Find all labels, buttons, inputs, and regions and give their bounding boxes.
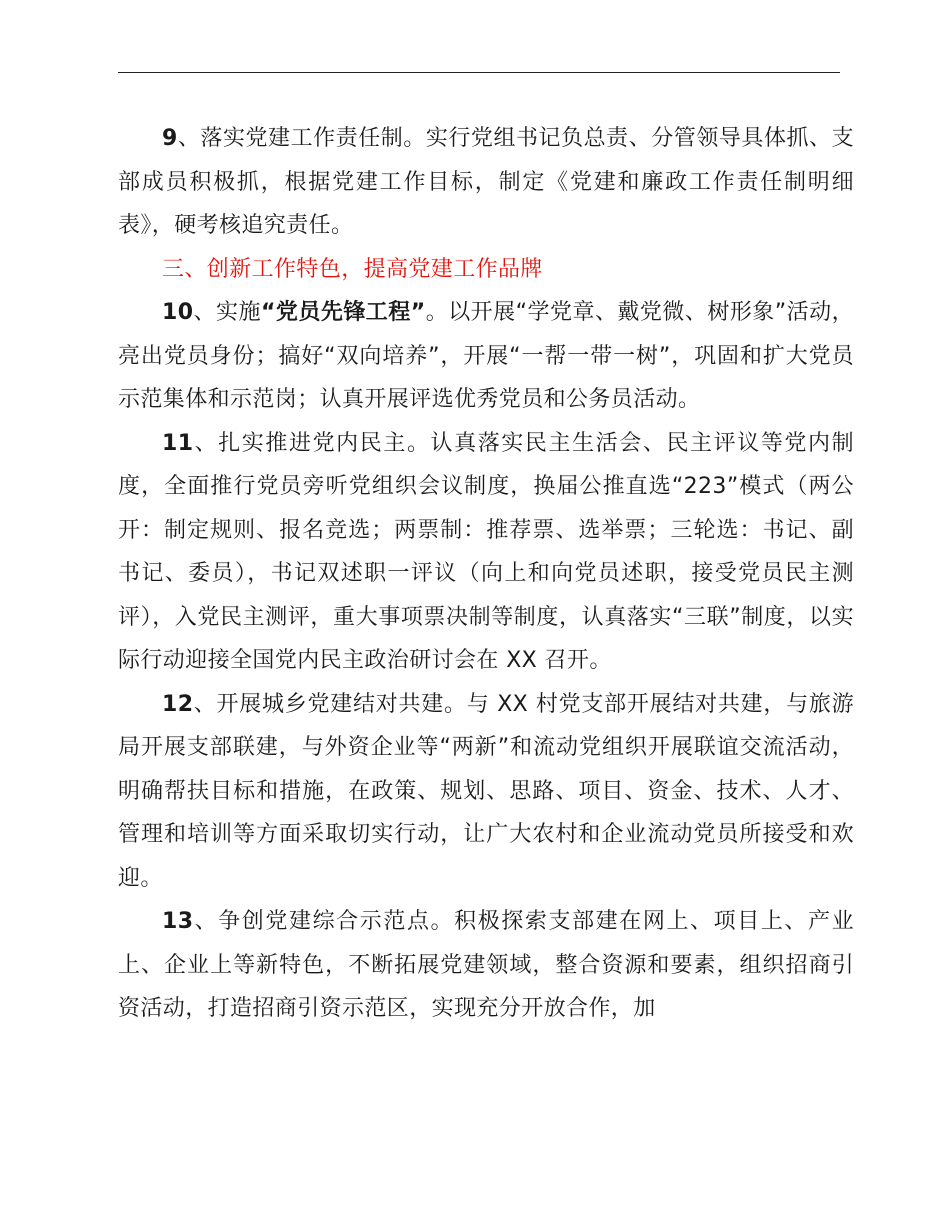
item-strong-title: “党员先锋工程” [260,300,426,325]
paragraph-item-9 [118,117,854,248]
item-number: 10 [162,300,194,325]
section-heading: 三、创新工作特色，提高党建工作品牌 [162,256,543,282]
item-number: 9 [162,126,178,151]
item-number: 12 [162,691,194,717]
item-number: 13 [162,909,194,934]
document-body [118,117,854,1031]
item-text: 、开展城乡党建结对共建。与 XX 村党支部开展结对共建，与旅游局开展支部联建，与外资企业等“两新”和流动党组织开展联谊交流活动，明确帮扶目标和措施，在政策、规划、思路、项目、资金、技术、人才、管理和培训等方面采取切实行动，让广大农村和企业流动党员所接受和欢迎。 [118,691,854,891]
header-rule [118,72,840,73]
item-text: 、扎实推进党内民主。认真落实民主生活会、民主评议等党内制度，全面推行党员旁听党组织会议制度，换届公推直选“223”模式（两公开：制定规则、报名竞选；两票制：推荐票、选举票；三轮选：书记、副书记、委员），书记双述职一评议（向上和向党员述职，接受党员民主测评），入党民主测评，重大事项票决制等制度，认真落实“三联”制度，以实际行动迎接全国党内民主政治研讨会在 XX 召开。 [118,430,854,673]
item-text: 。以开展“学党章、戴党微、树形象”活动，亮出党员身份；搞好“双向培养”，开展“一帮一带一树”，巩固和扩大党员示范集体和示范岗；认真开展评选优秀党员和公务员活动。 [118,300,855,412]
paragraph-item-12 [118,683,854,901]
item-prefix: 、实施 [193,300,261,325]
item-text: 、落实党建工作责任制。实行党组书记负总责、分管领导具体抓、支部成员积极抓，根据党建工作目标，制定《党建和廉政工作责任制明细表》，硬考核追究责任。 [118,126,854,238]
paragraph-item-11 [118,422,854,683]
paragraph-item-13 [118,900,854,1031]
item-number: 11 [162,430,194,456]
item-text: 、争创党建综合示范点。积极探索支部建在网上、项目上、产业上、企业上等新特色，不断拓展党建领域，整合资源和要素，组织招商引资活动，打造招商引资示范区，实现充分开放合作，加 [118,909,854,1021]
paragraph-item-10 [118,291,854,422]
